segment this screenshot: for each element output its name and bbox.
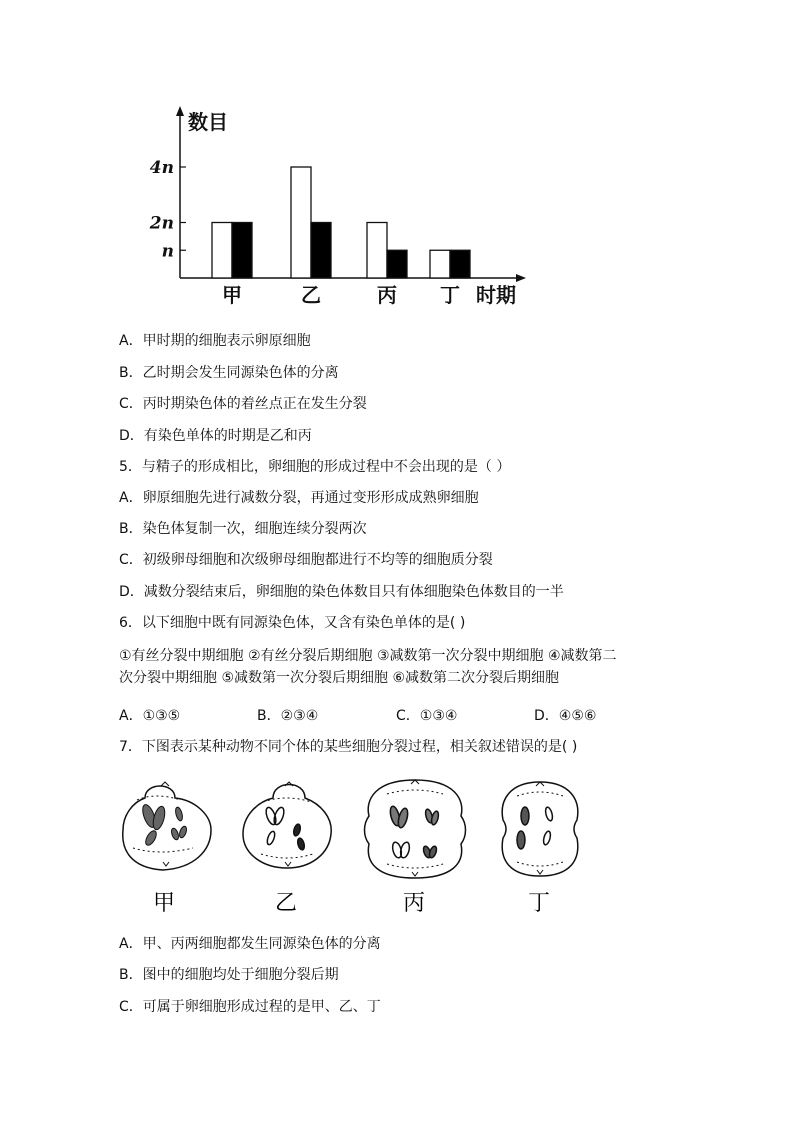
q6-stem: 6．以下细胞中既有同源染色体，又含有染色单体的是( ) <box>119 615 466 631</box>
cell-label-bing: 丙 <box>403 891 426 916</box>
x-tick-label: 甲 <box>222 283 242 307</box>
y-axis-arrow <box>176 106 184 116</box>
q4-option-a: A．甲时期的细胞表示卵原细胞 <box>119 333 311 349</box>
cell-division-figure <box>115 770 595 920</box>
x-axis-label: 时期 <box>476 283 516 307</box>
y-tick-label: 4n <box>149 158 174 178</box>
q7-option-b: B．图中的细胞均处于细胞分裂后期 <box>119 967 339 983</box>
q7-stem: 7．下图表示某种动物不同个体的某些细胞分裂过程，相关叙述错误的是( ) <box>119 739 578 755</box>
bar <box>387 250 407 278</box>
q5-option-d: D．减数分裂结束后，卵细胞的染色体数目只有体细胞染色体数目的一半 <box>119 584 564 600</box>
q6-option-b: B．②③④ <box>257 708 319 724</box>
bar <box>232 223 252 279</box>
bar-chart <box>140 100 540 310</box>
y-axis-label: 数目 <box>188 110 228 134</box>
q6-list-line-2: 次分裂中期细胞 ⑤减数第一次分裂后期细胞 ⑥减数第二次分裂后期细胞 <box>119 670 560 686</box>
cell-jia <box>123 782 211 870</box>
q7-option-c: C．可属于卵细胞形成过程的是甲、乙、丁 <box>119 999 381 1015</box>
q6-option-d: D．④⑤⑥ <box>534 708 597 724</box>
cell-label-ding: 丁 <box>528 891 551 916</box>
bar <box>450 250 470 278</box>
bar <box>311 223 331 279</box>
q5-stem: 5．与精子的形成相比，卵细胞的形成过程中不会出现的是（ ） <box>119 459 511 475</box>
x-tick-label: 丁 <box>440 283 460 307</box>
q5-option-c: C．初级卵母细胞和次级卵母细胞都进行不均等的细胞质分裂 <box>119 552 493 568</box>
q6-option-a: A．①③⑤ <box>119 708 181 724</box>
bar <box>212 223 232 279</box>
bar <box>430 250 450 278</box>
q4-option-b: B．乙时期会发生同源染色体的分离 <box>119 365 339 381</box>
x-tick-label: 丙 <box>377 283 397 307</box>
cell-bing <box>365 780 466 878</box>
x-tick-label: 乙 <box>301 283 321 307</box>
bar <box>367 223 387 279</box>
q6-option-c: C．①③④ <box>396 708 458 724</box>
x-axis-arrow <box>516 274 526 282</box>
cell-label-yi: 乙 <box>275 891 298 916</box>
cell-yi <box>243 782 331 868</box>
q5-option-b: B．染色体复制一次，细胞连续分裂两次 <box>119 521 367 537</box>
q4-option-c: C．丙时期染色体的着丝点正在发生分裂 <box>119 396 367 412</box>
q6-list-line-1: ①有丝分裂中期细胞 ②有丝分裂后期细胞 ③减数第一次分裂中期细胞 ④减数第二 <box>119 648 617 664</box>
y-tick-label: n <box>161 241 174 262</box>
bar <box>291 167 311 278</box>
q7-option-a: A．甲、丙两细胞都发生同源染色体的分离 <box>119 936 381 952</box>
cell-label-jia: 甲 <box>153 891 176 916</box>
cell-ding <box>502 782 578 876</box>
y-tick-label: 2n <box>149 213 174 234</box>
q4-option-d: D．有染色单体的时期是乙和丙 <box>119 428 312 444</box>
q5-option-a: A．卵原细胞先进行减数分裂，再通过变形形成成熟卵细胞 <box>119 490 479 506</box>
